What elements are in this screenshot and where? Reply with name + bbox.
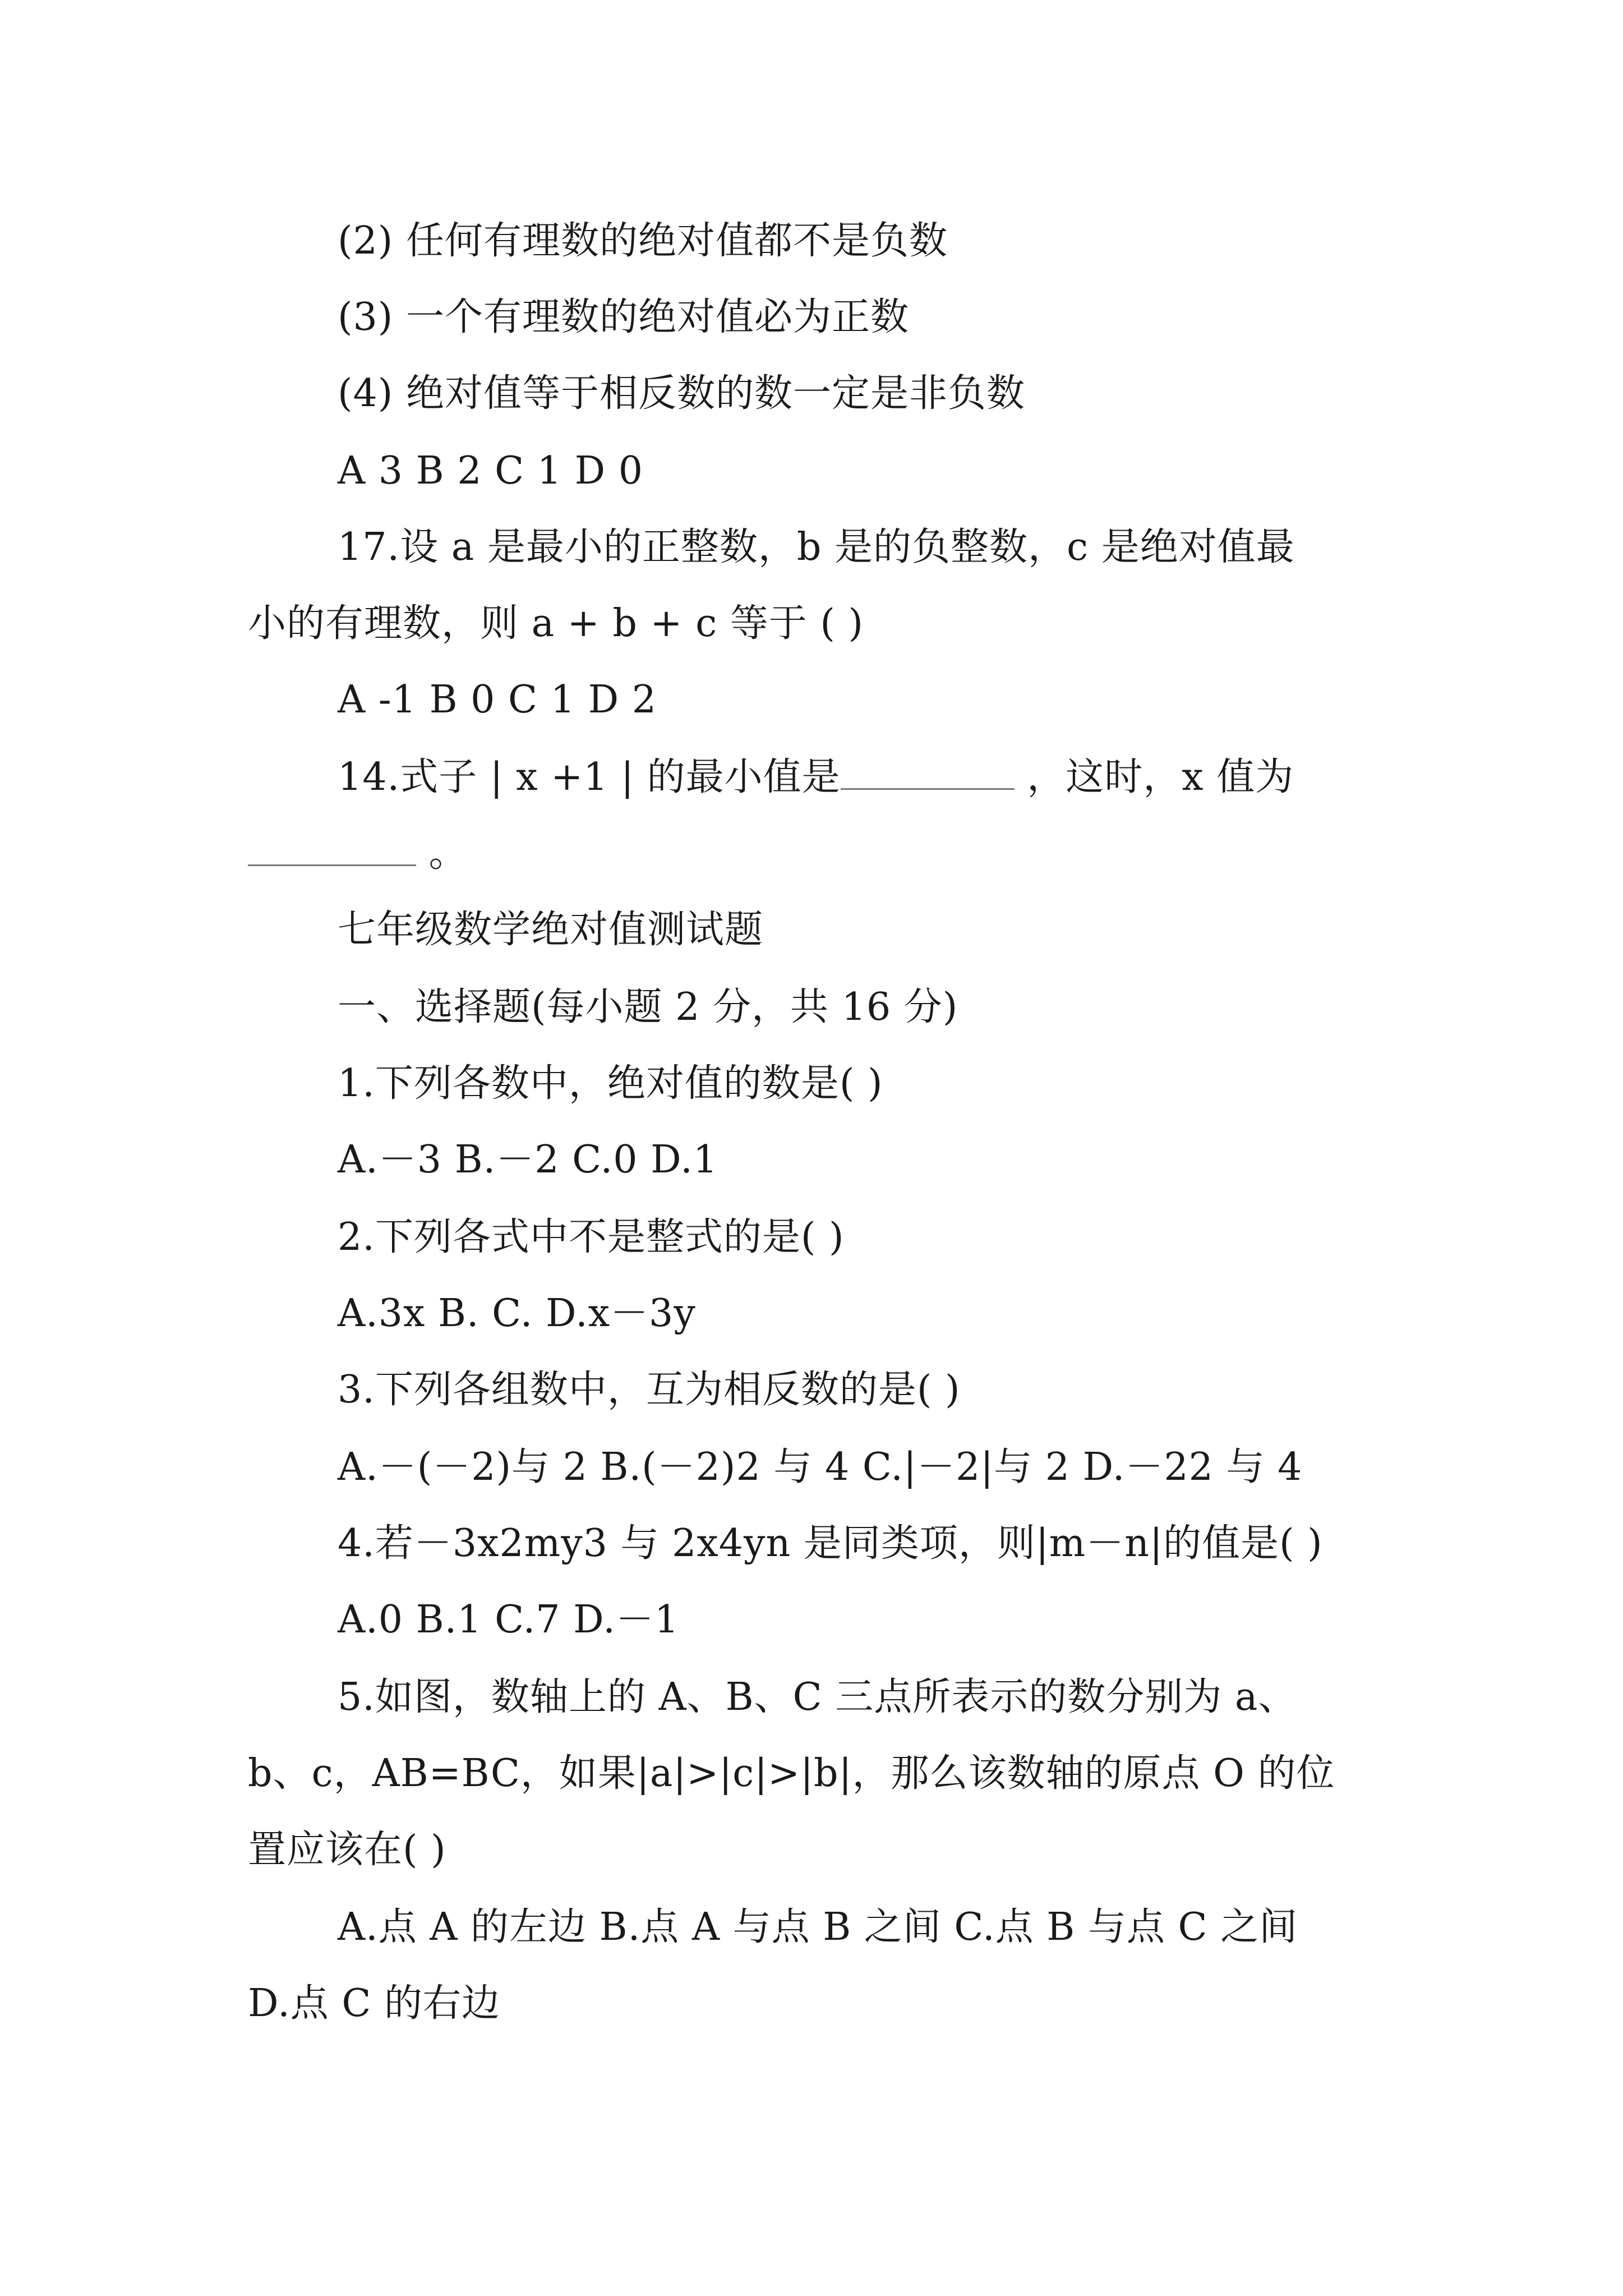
question-14-line2 bbox=[248, 826, 1398, 882]
question-5-line1: 5.如图，数轴上的 A、B、C 三点所表示的数分别为 a、 bbox=[338, 1675, 1297, 1719]
question-14-text: 14.式子 | x +1 | 的最小值是 bbox=[338, 755, 841, 799]
question-14-end: 。 bbox=[428, 831, 468, 876]
question-3: 3.下列各组数中，互为相反数的是( ) bbox=[338, 1368, 961, 1412]
question-14-text-2: ，这时，x 值为 bbox=[1027, 755, 1294, 799]
options-q16: A 3 B 2 C 1 D 0 bbox=[338, 449, 643, 493]
question-2: 2.下列各式中不是整式的是( ) bbox=[338, 1215, 845, 1259]
statement-4: (4) 绝对值等于相反数的数一定是非负数 bbox=[338, 371, 1025, 416]
options-q17: A -1 B 0 C 1 D 2 bbox=[338, 678, 657, 722]
answer-blank-2[interactable] bbox=[248, 831, 416, 866]
statement-2: (2) 任何有理数的绝对值都不是负数 bbox=[338, 219, 948, 263]
question-5-line2: b、c，AB=BC，如果|a|>|c|>|b|，那么该数轴的原点 O 的位 bbox=[248, 1751, 1335, 1796]
question-17-line1: 17.设 a 是最小的正整数，b 是的负整数，c 是绝对值最 bbox=[338, 525, 1295, 569]
question-17-line2: 小的有理数，则 a + b + c 等于 ( ) bbox=[248, 601, 864, 646]
options-q1: A.－3 B.－2 C.0 D.1 bbox=[338, 1138, 718, 1182]
question-1: 1.下列各数中，绝对值的数是( ) bbox=[338, 1061, 883, 1106]
options-q3: A.－(－2)与 2 B.(－2)2 与 4 C.|－2|与 2 D.－22 与 4 bbox=[338, 1445, 1303, 1489]
options-q5-line1: A.点 A 的左边 B.点 A 与点 B 之间 C.点 B 与点 C 之间 bbox=[338, 1905, 1298, 1949]
question-5-line3: 置应该在( ) bbox=[248, 1828, 446, 1872]
options-q4: A.0 B.1 C.7 D.－1 bbox=[338, 1598, 680, 1642]
statement-3: (3) 一个有理数的绝对值必为正数 bbox=[338, 295, 909, 339]
question-4: 4.若－3x2my3 与 2x4yn 是同类项，则|m－n|的值是( ) bbox=[338, 1521, 1323, 1566]
section-heading: 一、选择题(每小题 2 分，共 16 分) bbox=[338, 985, 958, 1029]
question-14-line1 bbox=[338, 749, 1487, 806]
answer-blank-1[interactable] bbox=[841, 754, 1015, 790]
section-title: 七年级数学绝对值测试题 bbox=[338, 908, 764, 952]
options-q5-line2: D.点 C 的右边 bbox=[248, 1981, 500, 2026]
options-q2: A.3x B. C. D.x－3y bbox=[338, 1291, 696, 1336]
